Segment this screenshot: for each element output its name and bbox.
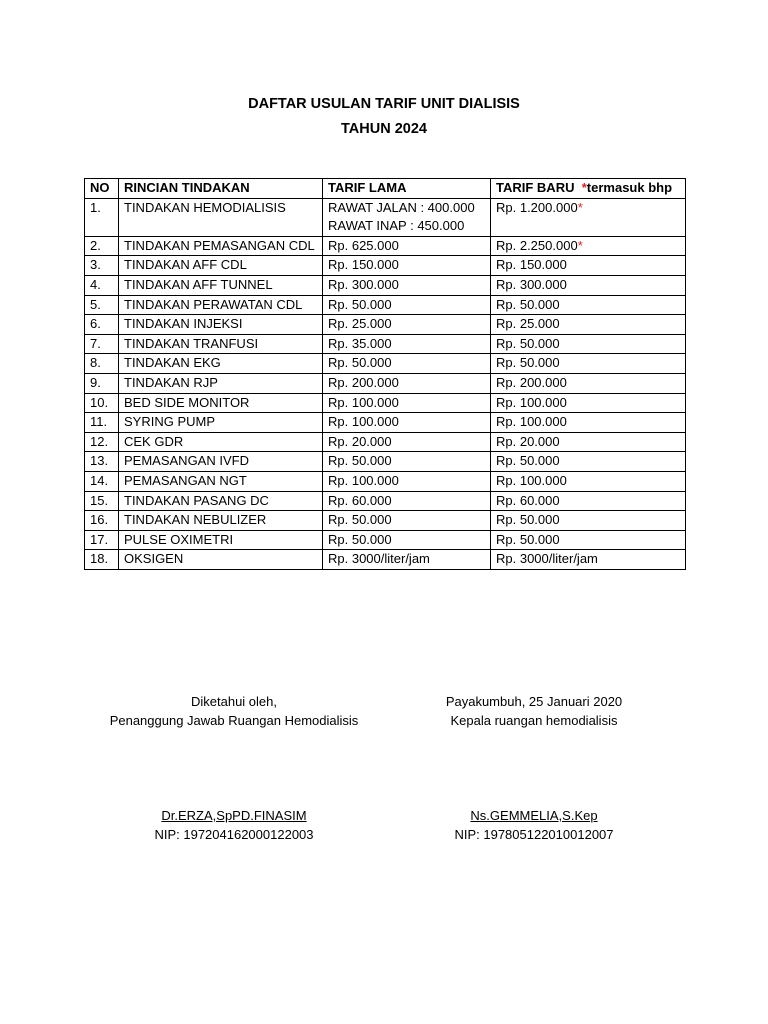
table-row — [85, 491, 686, 511]
table-row — [85, 471, 686, 491]
row-number — [85, 511, 119, 531]
row-tarif-baru-text: Rp. 100.000 — [496, 394, 567, 410]
row-tarif-baru-text: Rp. 100.000 — [496, 414, 567, 430]
row-rincian — [119, 491, 323, 511]
row-tarif-lama-text: Rp. 50.000 — [328, 512, 392, 528]
table-row — [85, 452, 686, 472]
document-year: TAHUN 2024 — [341, 121, 427, 137]
row-rincian — [119, 413, 323, 433]
row-tarif-baru — [491, 334, 686, 354]
row-tarif-baru-text: Rp. 300.000 — [496, 276, 567, 292]
row-rincian-text: TINDAKAN EKG — [124, 355, 221, 371]
row-tarif-baru-text: Rp. 200.000 — [496, 374, 567, 390]
row-tarif-lama-text: Rp. 35.000 — [328, 335, 392, 351]
row-tarif-lama-text: Rp. 100.000 — [328, 394, 399, 410]
row-number-text: 14. — [90, 472, 109, 488]
row-tarif-baru-text: Rp. 50.000 — [496, 453, 560, 469]
left-signature-line2: Penanggung Jawab Ruangan Hemodialisis — [109, 713, 359, 728]
row-tarif-lama — [323, 315, 491, 335]
row-rincian-text: TINDAKAN AFF TUNNEL — [124, 276, 273, 292]
row-tarif-baru-text: Rp. 20.000 — [496, 433, 560, 449]
row-tarif-baru — [491, 471, 686, 491]
row-tarif-baru — [491, 452, 686, 472]
row-tarif-lama — [323, 373, 491, 393]
table-row — [85, 550, 686, 570]
right-signature-block — [396, 692, 672, 730]
tariff-table — [84, 178, 686, 570]
table-row — [85, 530, 686, 550]
row-number-text: 16. — [90, 512, 109, 528]
row-number-text: 1. — [90, 199, 101, 215]
row-tarif-baru — [491, 198, 686, 236]
row-tarif-lama — [323, 275, 491, 295]
right-signature-line2: Kepala ruangan hemodialisis — [450, 713, 618, 728]
row-number — [85, 198, 119, 236]
row-rincian-text: BED SIDE MONITOR — [124, 394, 250, 410]
row-number — [85, 550, 119, 570]
row-number-text: 3. — [90, 257, 101, 273]
table-row — [85, 373, 686, 393]
table-body — [85, 198, 686, 569]
row-number-text: 10. — [90, 394, 109, 410]
row-tarif-lama-text: Rp. 50.000 — [328, 355, 392, 371]
row-tarif-baru-text: Rp. 2.250.000 — [496, 237, 578, 253]
row-number — [85, 256, 119, 276]
right-signatory-nip: NIP: 197805122010012007 — [454, 827, 614, 842]
row-number-text: 13. — [90, 453, 109, 469]
row-tarif-lama — [323, 511, 491, 531]
row-tarif-baru-text: Rp. 50.000 — [496, 355, 560, 371]
row-tarif-baru — [491, 354, 686, 374]
row-tarif-baru — [491, 413, 686, 433]
left-signatory-name: Dr.ERZA,SpPD.FINASIM — [161, 808, 307, 823]
right-signatory-name: Ns.GEMMELIA,S.Kep — [470, 808, 598, 823]
row-number-text: 7. — [90, 335, 101, 351]
header-tarif-baru — [491, 179, 686, 199]
table-row — [85, 295, 686, 315]
row-number — [85, 432, 119, 452]
row-tarif-baru-text: Rp. 3000/liter/jam — [496, 551, 598, 567]
row-tarif-baru — [491, 511, 686, 531]
left-signature-block — [96, 692, 372, 730]
table-row — [85, 511, 686, 531]
row-number — [85, 275, 119, 295]
row-number — [85, 373, 119, 393]
row-tarif-baru-text: Rp. 50.000 — [496, 512, 560, 528]
table-row — [85, 256, 686, 276]
row-number-text: 17. — [90, 531, 109, 547]
right-signature-line1: Payakumbuh, 25 Januari 2020 — [445, 694, 623, 709]
row-rincian — [119, 295, 323, 315]
document-title: DAFTAR USULAN TARIF UNIT DIALISIS — [248, 96, 520, 112]
header-tarif-baru-label: TARIF BARU — [496, 180, 575, 195]
row-rincian-text: TINDAKAN INJEKSI — [124, 316, 243, 332]
row-tarif-lama-text: Rp. 625.000 — [328, 237, 399, 253]
row-tarif-lama-text: Rp. 25.000 — [328, 316, 392, 332]
asterisk-mark: * — [577, 237, 583, 253]
row-number-text: 5. — [90, 296, 101, 312]
row-tarif-lama-text: Rp. 20.000 — [328, 433, 392, 449]
row-number — [85, 491, 119, 511]
row-tarif-lama — [323, 256, 491, 276]
row-number — [85, 236, 119, 256]
row-rincian-text: TINDAKAN NEBULIZER — [124, 512, 267, 528]
table-row — [85, 354, 686, 374]
row-rincian — [119, 530, 323, 550]
row-number — [85, 315, 119, 335]
table-row — [85, 393, 686, 413]
row-tarif-lama — [323, 452, 491, 472]
row-tarif-baru-text: Rp. 25.000 — [496, 316, 560, 332]
row-number-text: 12. — [90, 433, 109, 449]
table-row — [85, 315, 686, 335]
row-number-text: 11. — [90, 414, 108, 430]
row-rincian — [119, 334, 323, 354]
table-row — [85, 198, 686, 236]
row-tarif-lama — [323, 354, 491, 374]
row-number — [85, 295, 119, 315]
row-number — [85, 393, 119, 413]
row-number-text: 8. — [90, 355, 101, 371]
row-tarif-lama — [323, 236, 491, 256]
table-row — [85, 236, 686, 256]
row-tarif-lama-text: Rp. 150.000 — [328, 257, 399, 273]
row-rincian — [119, 432, 323, 452]
asterisk-mark: * — [577, 199, 583, 215]
right-signatory — [396, 806, 672, 844]
row-tarif-lama-text-2: RAWAT INAP : 450.000 — [328, 218, 465, 234]
row-tarif-baru-text: Rp. 60.000 — [496, 492, 560, 508]
row-tarif-baru — [491, 491, 686, 511]
row-tarif-lama-text: Rp. 50.000 — [328, 296, 392, 312]
row-number-text: 6. — [90, 316, 101, 332]
row-tarif-lama — [323, 334, 491, 354]
row-tarif-lama-text: Rp. 200.000 — [328, 374, 399, 390]
row-tarif-lama-text: Rp. 50.000 — [328, 453, 392, 469]
row-rincian — [119, 354, 323, 374]
row-tarif-baru-text: Rp. 50.000 — [496, 296, 560, 312]
row-tarif-baru — [491, 432, 686, 452]
table-header-row — [85, 179, 686, 199]
row-rincian-text: TINDAKAN HEMODIALISIS — [124, 199, 286, 215]
row-rincian — [119, 373, 323, 393]
row-rincian — [119, 452, 323, 472]
row-tarif-lama — [323, 491, 491, 511]
row-tarif-lama — [323, 432, 491, 452]
left-signatory-nip: NIP: 197204162000122003 — [154, 827, 314, 842]
header-rincian: RINCIAN TINDAKAN — [119, 179, 323, 199]
row-number — [85, 334, 119, 354]
row-tarif-lama-text: Rp. 100.000 — [328, 414, 399, 430]
row-tarif-baru — [491, 295, 686, 315]
row-tarif-lama — [323, 295, 491, 315]
row-rincian-text: TINDAKAN PASANG DC — [124, 492, 269, 508]
header-tarif-lama: TARIF LAMA — [323, 179, 491, 199]
row-rincian — [119, 315, 323, 335]
row-number — [85, 471, 119, 491]
row-rincian — [119, 550, 323, 570]
row-tarif-lama-text: Rp. 3000/liter/jam — [328, 551, 430, 567]
row-tarif-baru — [491, 275, 686, 295]
row-rincian-text: TINDAKAN RJP — [124, 374, 218, 390]
row-rincian — [119, 236, 323, 256]
row-tarif-baru — [491, 393, 686, 413]
row-number — [85, 452, 119, 472]
row-tarif-baru — [491, 550, 686, 570]
row-rincian-text: CEK GDR — [124, 433, 184, 449]
header-tarif-baru-note: termasuk bhp — [586, 180, 673, 195]
row-tarif-lama — [323, 413, 491, 433]
row-number-text: 4. — [90, 276, 101, 292]
row-tarif-lama-text: Rp. 100.000 — [328, 472, 399, 488]
row-tarif-lama-text: Rp. 300.000 — [328, 276, 399, 292]
row-tarif-lama — [323, 198, 491, 236]
left-signatory — [96, 806, 372, 844]
row-tarif-baru-text: Rp. 1.200.000 — [496, 199, 578, 215]
row-rincian — [119, 511, 323, 531]
row-number — [85, 354, 119, 374]
row-tarif-lama — [323, 550, 491, 570]
row-rincian — [119, 393, 323, 413]
row-number — [85, 413, 119, 433]
row-rincian-text: OKSIGEN — [124, 551, 184, 567]
row-tarif-baru — [491, 373, 686, 393]
table-row — [85, 275, 686, 295]
header-no: NO — [85, 179, 119, 199]
row-tarif-baru-text: Rp. 50.000 — [496, 531, 560, 547]
row-rincian — [119, 256, 323, 276]
row-rincian-text: SYRING PUMP — [124, 414, 216, 430]
asterisk-mark: * — [581, 180, 587, 195]
left-signature-line1: Diketahui oleh, — [191, 694, 277, 709]
table-row — [85, 432, 686, 452]
row-tarif-baru-text: Rp. 50.000 — [496, 335, 560, 351]
row-number-text: 18. — [90, 551, 109, 567]
table-row — [85, 413, 686, 433]
row-tarif-lama-text: Rp. 50.000 — [328, 531, 392, 547]
row-rincian — [119, 275, 323, 295]
row-rincian-text: PULSE OXIMETRI — [124, 531, 234, 547]
row-tarif-baru — [491, 315, 686, 335]
row-tarif-baru — [491, 530, 686, 550]
row-tarif-lama-text: RAWAT JALAN : 400.000 — [328, 199, 475, 215]
row-tarif-baru — [491, 256, 686, 276]
row-number-text: 15. — [90, 492, 109, 508]
row-number-text: 2. — [90, 237, 101, 253]
row-tarif-baru — [491, 236, 686, 256]
row-rincian-text: PEMASANGAN IVFD — [124, 453, 249, 469]
row-rincian-text: TINDAKAN PERAWATAN CDL — [124, 296, 303, 312]
row-number-text: 9. — [90, 374, 101, 390]
row-rincian — [119, 471, 323, 491]
row-rincian-text: TINDAKAN TRANFUSI — [124, 335, 259, 351]
row-tarif-lama — [323, 393, 491, 413]
row-tarif-lama-text: Rp. 60.000 — [328, 492, 392, 508]
row-rincian-text: TINDAKAN AFF CDL — [124, 257, 247, 273]
row-rincian-text: PEMASANGAN NGT — [124, 472, 247, 488]
row-number — [85, 530, 119, 550]
row-rincian — [119, 198, 323, 236]
row-tarif-baru-text: Rp. 150.000 — [496, 257, 567, 273]
table-row — [85, 334, 686, 354]
row-rincian-text: TINDAKAN PEMASANGAN CDL — [124, 237, 315, 253]
row-tarif-lama — [323, 471, 491, 491]
row-tarif-lama — [323, 530, 491, 550]
row-tarif-baru-text: Rp. 100.000 — [496, 472, 567, 488]
